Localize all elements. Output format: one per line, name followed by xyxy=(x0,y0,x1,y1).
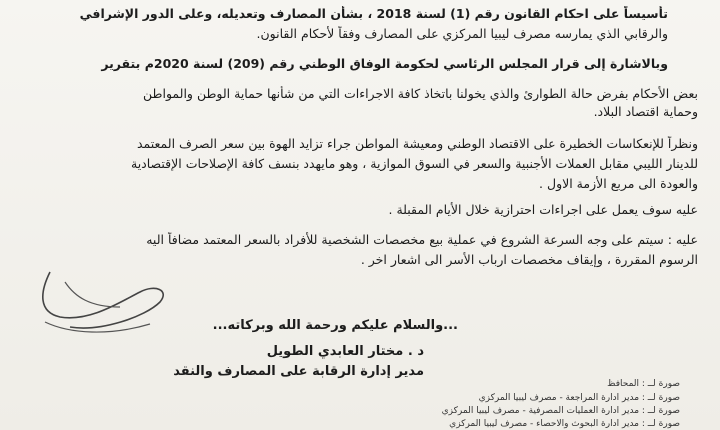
body-line-2: والرقابي الذي يمارسه مصرف ليبيا المركزي على المصارف وفقاً لأحكام القانون. xyxy=(256,26,668,41)
body-line-11: الرسوم المقررة ، وإيقاف مخصصات ارباب الأسر الى اشعار اخر . xyxy=(360,252,698,267)
body-line-3: وبالاشارة إلى قرار المجلس الرئاسي لحكومة الوفاق الوطني رقم (209) لسنة 2020م بتقرير xyxy=(101,56,668,71)
body-line-7: للدينار الليبي مقابل العملات الأجنبية والسعر في السوق الموازية ، وهو مايهدد بنسف كافة الإصلاحات الإقتصادية xyxy=(131,156,698,171)
body-line-5: وحماية اقتصاد البلاد. xyxy=(593,104,698,119)
body-line-9: عليه سوف يعمل على اجراءات احترازية خلال الأيام المقبلة . xyxy=(388,202,698,217)
body-line-1: تأسيساً على احكام القانون رقم (1) لسنة 2018 ، بشأن المصارف وتعديله، وعلى الدور الإشرافي xyxy=(79,6,668,21)
cc-line-1: صورة لــ : المحافظ xyxy=(607,379,680,389)
cc-line-2: صورة لــ : مدير ادارة المراجعة - مصرف ليبيا المركزي xyxy=(478,393,680,403)
closing-greeting: ...والسلام عليكم ورحمة الله وبركاته... xyxy=(212,318,458,333)
cc-line-4: صورة لــ : مدير ادارة البحوث والاحصاء - مصرف ليبيا المركزي xyxy=(449,419,680,429)
signatory-title: مدير إدارة الرقابة على المصارف والنقد xyxy=(173,364,424,379)
body-line-8: والعودة الى مربع الأزمة الاول . xyxy=(539,176,698,191)
signatory-name: د . مختار العابدي الطويل xyxy=(266,344,424,359)
cc-line-3: صورة لــ : مدير ادارة العمليات المصرفية - مصرف ليبيا المركزي xyxy=(441,406,680,416)
body-line-4: بعض الأحكام بفرض حالة الطوارئ والذي يخولنا باتخاذ كافة الاجراءات التي من شأنها حماية الوطن والمواطن xyxy=(143,86,698,101)
body-line-10: عليه : سيتم على وجه السرعة الشروع في عملية بيع مخصصات الشخصية للأفراد بالسعر المعتمد مضافاً اليه xyxy=(146,232,698,247)
body-line-6: ونظراً للإنعكاسات الخطيرة على الاقتصاد الوطني ومعيشة المواطن جراء تزايد الهوة بين سعر الصرف المعتمد xyxy=(136,136,698,151)
